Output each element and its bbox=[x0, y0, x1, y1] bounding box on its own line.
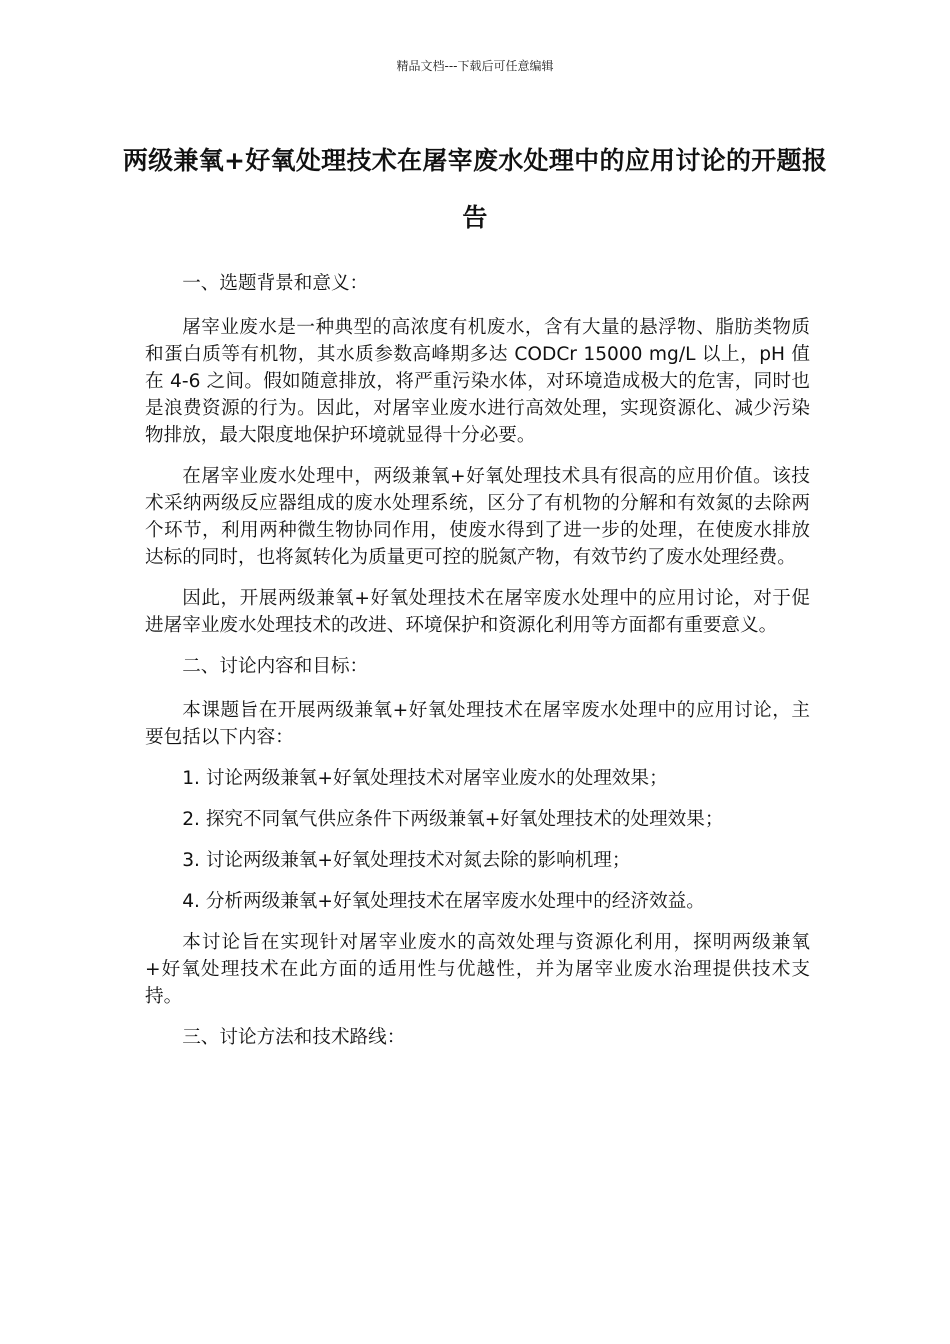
paragraph-background-3: 因此，开展两级兼氧+好氧处理技术在屠宰废水处理中的应用讨论，对于促进屠宰业废水处理技术的改进、环境保护和资源化利用等方面都有重要意义。 bbox=[145, 588, 810, 636]
paragraph-content-intro: 本课题旨在开展两级兼氧+好氧处理技术在屠宰废水处理中的应用讨论，主要包括以下内容： bbox=[145, 700, 810, 748]
paragraph-background-1: 屠宰业废水是一种典型的高浓度有机废水，含有大量的悬浮物、脂肪类物质和蛋白质等有机物，其水质参数高峰期多达 CODCr 15000 mg/L 以上，pH 值在 4-6 之间。假如随意排放，将严重污染水体，对环境造成极大的危害，同时也是浪费资源的行为。因此，对屠宰业废水进行高效处理，实现资源化、减少污染物排放，最大限度地保护环境就显得十分必要。 bbox=[145, 317, 810, 446]
list-item: 3. 讨论两级兼氧+好氧处理技术对氮去除的影响机理； bbox=[182, 850, 631, 871]
document-body bbox=[145, 270, 810, 1068]
paragraph-background-2: 在屠宰业废水处理中，两级兼氧+好氧处理技术具有很高的应用价值。该技术采纳两级反应器组成的废水处理系统，区分了有机物的分解和有效氮的去除两个环节，利用两种微生物协同作用，使废水得到了进一步的处理，在使废水排放达标的同时，也将氮转化为质量更可控的脱氮产物，有效节约了废水处理经费。 bbox=[145, 466, 810, 568]
list-item: 1. 讨论两级兼氧+好氧处理技术对屠宰业废水的处理效果； bbox=[182, 768, 668, 789]
document-title: 两级兼氧+好氧处理技术在屠宰废水处理中的应用讨论的开题报告 bbox=[122, 146, 828, 232]
page-header: 精品文档---下载后可任意编辑 bbox=[396, 59, 554, 73]
section-heading-background: 一、选题背景和意义： bbox=[182, 273, 369, 294]
section-heading-methods: 三、讨论方法和技术路线： bbox=[182, 1027, 406, 1048]
list-item: 4. 分析两级兼氧+好氧处理技术在屠宰废水处理中的经济效益。 bbox=[182, 891, 705, 912]
section-heading-content-goals: 二、讨论内容和目标： bbox=[182, 656, 369, 677]
list-item: 2. 探究不同氧气供应条件下两级兼氧+好氧处理技术的处理效果； bbox=[182, 809, 724, 830]
paragraph-content-summary: 本讨论旨在实现针对屠宰业废水的高效处理与资源化利用，探明两级兼氧+好氧处理技术在此方面的适用性与优越性，并为屠宰业废水治理提供技术支持。 bbox=[145, 932, 810, 1007]
